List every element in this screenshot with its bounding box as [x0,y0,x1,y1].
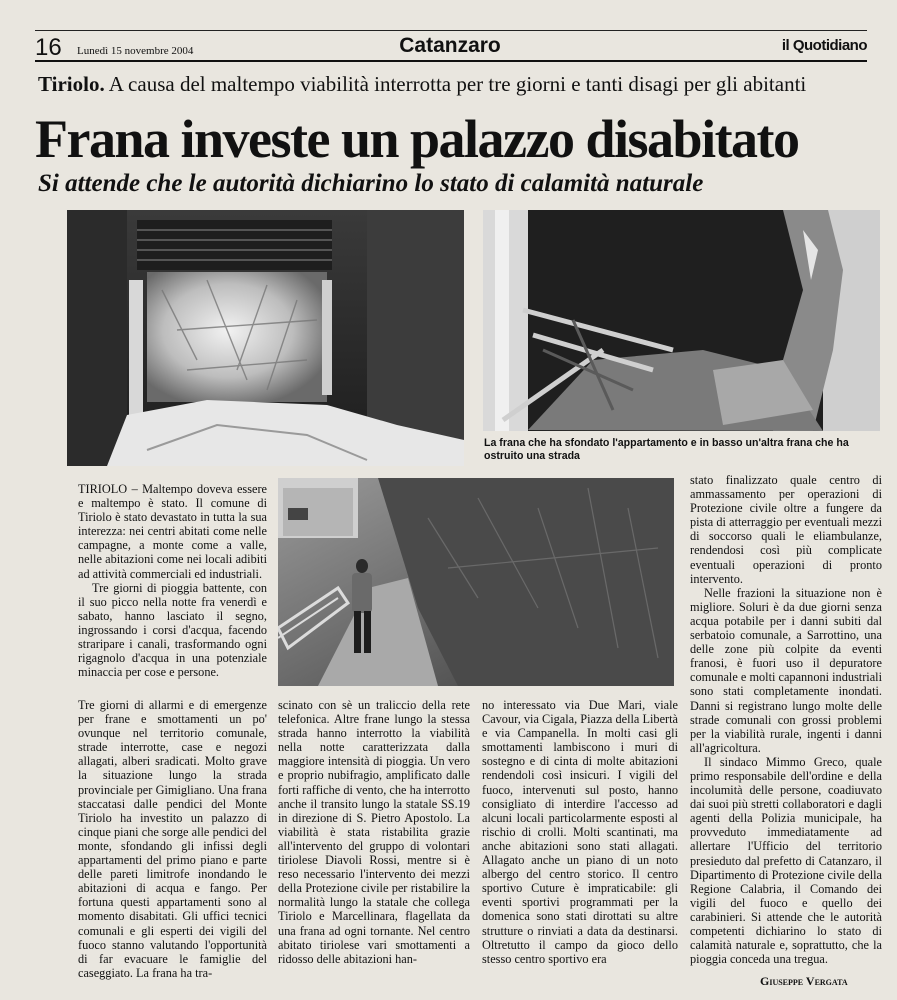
kicker-text: A causa del maltempo viabilità interrotta per tre giorni e tanti disagi per gli abitanti [108,72,807,96]
newspaper-logo: il Quotidiano [781,37,867,54]
section-title: Catanzaro [399,34,501,57]
paragraph: Tre giorni di pioggia battente, con il suo picco nella notte fra venerdì e sabato, hanno lasciato il segno, ingrossando i corsi d'acqua, facendo straripare i canali, trasformando ogni rigagnolo d'acqua in una potenziale minaccia per cose e persone. [78,580,267,680]
page-header [35,31,867,62]
article-column-1 [78,482,267,698]
photo-blocked-road [278,478,674,686]
photo-building-entrance [67,210,464,466]
photo-blocked-road-image [278,478,674,686]
article-column-2 [278,698,470,988]
photo-damaged-apartment [483,210,880,431]
paragraph: Tre giorni di allarmi e di emergenze per frane e smottamenti un po' ovunque nel territorio comunale, strade interrotte, case e negozi allagati, alberi sradicati. Molto grave la situazione lungo la strada provinciale per Gimigliano. Una frana staccatasi dalle pendici del Monte Tiriolo ha investito un palazzo di cinque piani che sorge alle pendici del monte, sfondando gli infissi degli appartamenti del primo piano e parte delle pareti limitrofe inondando le abitazioni di acqua e fango. Per fortuna questi appartamenti sono al momento disabitati. Gli uffici tecnici comunali e gli esperti dei vigili del fuoco stanno valutando l'opportunità di far evacuare le famiglie del caseggiato. La frana ha tra- [78,698,267,980]
paragraph: Nelle frazioni la situazione non è migliore. Soluri è da due giorni senza acqua potabile per i danni subiti dal serbatoio comunale, a Sarrottino, una delle zone più colpite da eventi franosi, è fuori uso il depuratore comunale e molti capannoni industriali sono stati completamente inondati. Danni si registrano lungo molte delle strade comunali con grossi problemi per la viabilità rurale, ingenti i danni all'agricoltura. [690,585,882,755]
article-title: Frana investe un palazzo disabitato [35,109,799,169]
paragraph: scinato con sè un traliccio della rete telefonica. Altre frane lungo la stessa strada hanno interrotto la viabilità nella notte caratterizzata dalla maggiore intensità di pioggia. Un vero e proprio nubifragio, amplificato dalle forti raffiche di vento, che ha interrotto anche il transito lungo la statale SS.19 in direzione di S. Pietro Apostolo. La viabilità è stata ristabilita grazie all'intervento del gruppo di volontari tiriolese Diavoli Rossi, mentre si è reso necessario l'intervento dei mezzi della Protezione civile per ristabilire la normalità lungo la statale che collega Tiriolo e Marcellinara, flagellata da una frana ad ogni tornante. Nel centro abitato tiriolese vari smottamenti a ridosso delle abitazioni han- [278,698,470,966]
article-column-4 [690,473,882,973]
article-byline: Giuseppe Vergata [760,974,848,988]
paragraph: stato finalizzato quale centro di ammassamento per operazioni di Protezione civile oltre a fungere da pista di atterraggio per eventuali mezzi di soccorso quali le eliambulanze, rendendosi così più complicate eventuali operazioni di pronto intervento. [690,473,882,586]
article-column-1-continued [78,698,267,988]
photo-caption: La frana che ha sfondato l'appartamento e in basso un'altra frana che ha ostruito una strada [484,437,849,462]
article-subtitle: Si attende che le autorità dichiarino lo stato di calamità naturale [38,170,704,197]
page-number: 16 [35,34,62,61]
article-column-3 [482,698,678,988]
article-kicker [38,72,878,97]
paragraph: Il sindaco Mimmo Greco, quale primo responsabile dell'ordine e della incolumità delle persone, coadiuvato dai suoi più stretti collaboratori e dagli agenti della Polizia municipale, ha provveduto immediatamente ad allertare l'Ufficio del territorio presieduto dal prefetto di Catanzaro, il Dipartimento di Protezione civile della Regione Calabria, il Comando dei vigili del fuoco e quello dei carabinieri. Si attende che le autorità competenti dichiarino lo stato di calamità naturale e, soprattutto, che la pioggia conceda una tregua. [690,754,882,967]
paragraph: TIRIOLO – Maltempo doveva essere e maltempo è stato. Il comune di Tiriolo è stato devastato in tutta la sua interezza: nei centri abitati come nelle campagne, a monte come a valle, nelle abitazioni come nei locali adibiti ad attività commerciali ed industriali. [78,482,267,581]
issue-date: Lunedì 15 novembre 2004 [77,45,194,57]
photo-building-entrance-image [67,210,464,466]
photo-damaged-apartment-image [483,210,880,431]
paragraph: no interessato via Due Mari, viale Cavour, via Cigala, Piazza della Libertà e via Campanella. In molti casi gli smottamenti lambiscono i muri di sostegno e di cinta di molte abitazioni rendendoli così insicuri. I vigili del fuoco, intervenuti sul posto, hanno consigliato di interdire l'accesso ad alcuni locali particolarmente esposti al rischio di crolli. Molti scantinati, ma anche abitazioni sono stati allagati. Allagato anche un piano di un noto albergo del centro storico. Il centro sportivo Cuture è impraticabile: gli eventi sportivi programmati per la domenica sono stati dirottati su altre strutture o rinviati a data da destinarsi. Oltretutto il campo da gioco dello stesso centro sportivo era [482,698,678,966]
kicker-place: Tiriolo. [38,72,105,96]
